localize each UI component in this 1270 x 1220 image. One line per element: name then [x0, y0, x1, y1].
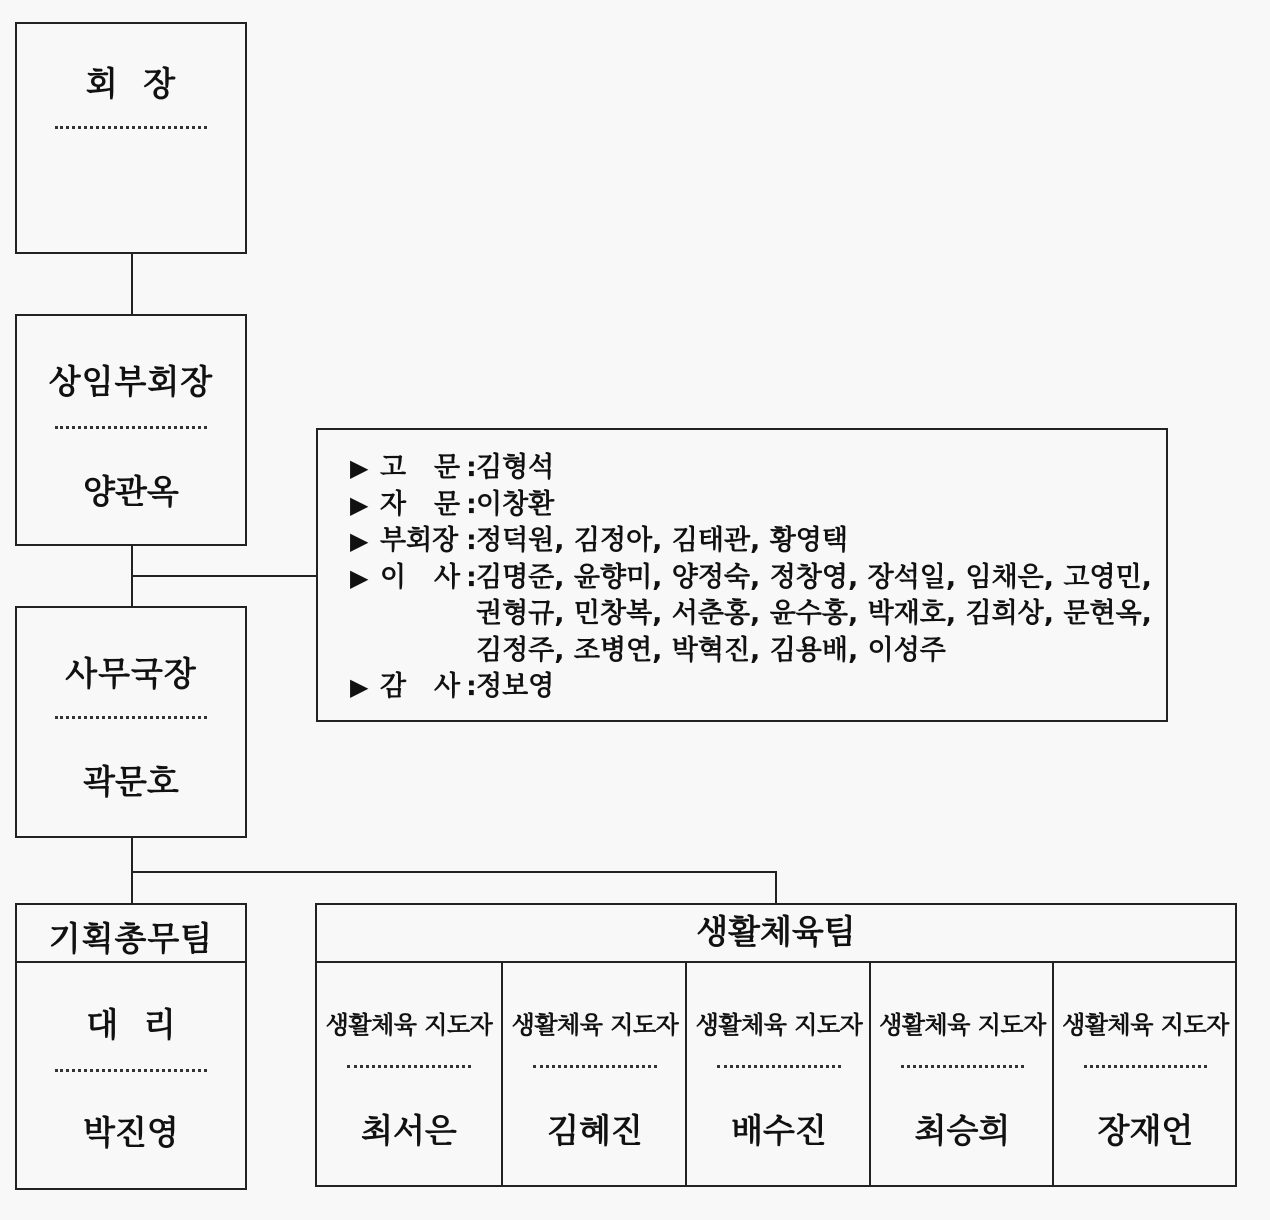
- officer-members: 김형석: [476, 452, 555, 483]
- vice-chairman-divider: [55, 426, 207, 429]
- arrow-icon: ▶: [350, 527, 369, 555]
- sports-team-box: [315, 903, 1237, 1187]
- staff-column: [869, 961, 1054, 1185]
- staff-role: 생활체육 지도자: [879, 1011, 1046, 1039]
- planning-team-name: 박진영: [83, 1113, 179, 1152]
- planning-team-title: 기획총무팀: [48, 919, 214, 958]
- staff-name: 최서은: [361, 1111, 457, 1150]
- staff-role: 생활체육 지도자: [1062, 1011, 1229, 1039]
- secretary-general-name: 곽문호: [83, 762, 179, 801]
- officer-members: 이창환: [476, 488, 555, 520]
- connector-teams-horizontal: [131, 871, 777, 873]
- officer-role: 부회장: [380, 525, 459, 556]
- secretary-general-title: 사무국장: [65, 654, 197, 693]
- officer-row-consultant: ▶ 자 문 : 이창환: [350, 487, 1166, 524]
- officer-role: 자 문: [380, 488, 461, 520]
- officer-role: 이 사: [380, 561, 461, 593]
- officer-members: 정덕원, 김정아, 김태관, 황영택: [476, 525, 848, 556]
- vice-chairman-box: [15, 314, 247, 546]
- staff-name: 장재언: [1097, 1111, 1194, 1150]
- staff-column: [1052, 961, 1237, 1185]
- staff-name: 최승희: [914, 1111, 1011, 1150]
- officers-box: [316, 428, 1168, 722]
- officer-role: 고 문: [380, 452, 461, 483]
- staff-divider: [1084, 1065, 1207, 1068]
- sports-team-title: 생활체육팀: [696, 912, 856, 951]
- connector-chairman-vice: [131, 252, 133, 316]
- arrow-icon: ▶: [350, 490, 369, 519]
- arrow-icon: ▶: [350, 673, 369, 701]
- secretary-general-box: [15, 606, 247, 838]
- officer-row-advisor: ▶ 고 문 : 김형석: [350, 450, 1166, 487]
- staff-role: 생활체육 지도자: [695, 1011, 863, 1039]
- secretary-general-divider: [55, 716, 207, 719]
- staff-name: 배수진: [731, 1111, 827, 1150]
- planning-team-header-divider: [17, 961, 245, 963]
- officer-members: 정보영: [476, 671, 555, 702]
- chairman-title: 회 장: [85, 64, 177, 103]
- staff-divider: [347, 1065, 471, 1068]
- planning-team-box: [15, 903, 247, 1190]
- staff-column: [685, 961, 871, 1185]
- officer-role: 감 사: [380, 671, 461, 702]
- connector-officers: [131, 575, 318, 577]
- connector-sports-team: [775, 871, 777, 905]
- arrow-icon: ▶: [350, 563, 369, 592]
- staff-divider: [533, 1065, 657, 1068]
- staff-role: 생활체육 지도자: [511, 1011, 679, 1039]
- vice-chairman-name: 양관옥: [83, 472, 179, 511]
- chairman-divider: [55, 126, 207, 129]
- officer-row-auditor: ▶ 감 사 : 정보영: [350, 669, 1166, 706]
- planning-team-divider: [55, 1069, 207, 1072]
- staff-column: [501, 961, 687, 1185]
- officer-row-vice-chairman: ▶ 부회장 : 정덕원, 김정아, 김태관, 황영택: [350, 523, 1166, 560]
- planning-team-position: 대 리: [86, 1005, 176, 1044]
- staff-role: 생활체육 지도자: [325, 1011, 493, 1039]
- chairman-box: [15, 22, 247, 254]
- staff-divider: [717, 1065, 841, 1068]
- officer-row-directors: ▶ 이 사 : 김명준, 윤향미, 양정숙, 정창영, 장석일, 임채은, 고영민, 권형규, 민창복, 서춘홍, 윤수홍, 박재호, 김희상, 문현옥, 김정주, 조병연, 박혁진, 김용배, 이성주: [350, 560, 1166, 670]
- staff-divider: [901, 1065, 1024, 1068]
- arrow-icon: ▶: [350, 454, 369, 482]
- officer-members: 김명준, 윤향미, 양정숙, 정창영, 장석일, 임채은, 고영민, 권형규, 민창복, 서춘홍, 윤수홍, 박재호, 김희상, 문현옥, 김정주, 조병연, 박혁진, 김용배, 이성주: [476, 561, 1152, 666]
- staff-name: 김혜진: [547, 1111, 643, 1150]
- vice-chairman-title: 상임부회장: [48, 362, 214, 401]
- staff-column: [317, 961, 501, 1185]
